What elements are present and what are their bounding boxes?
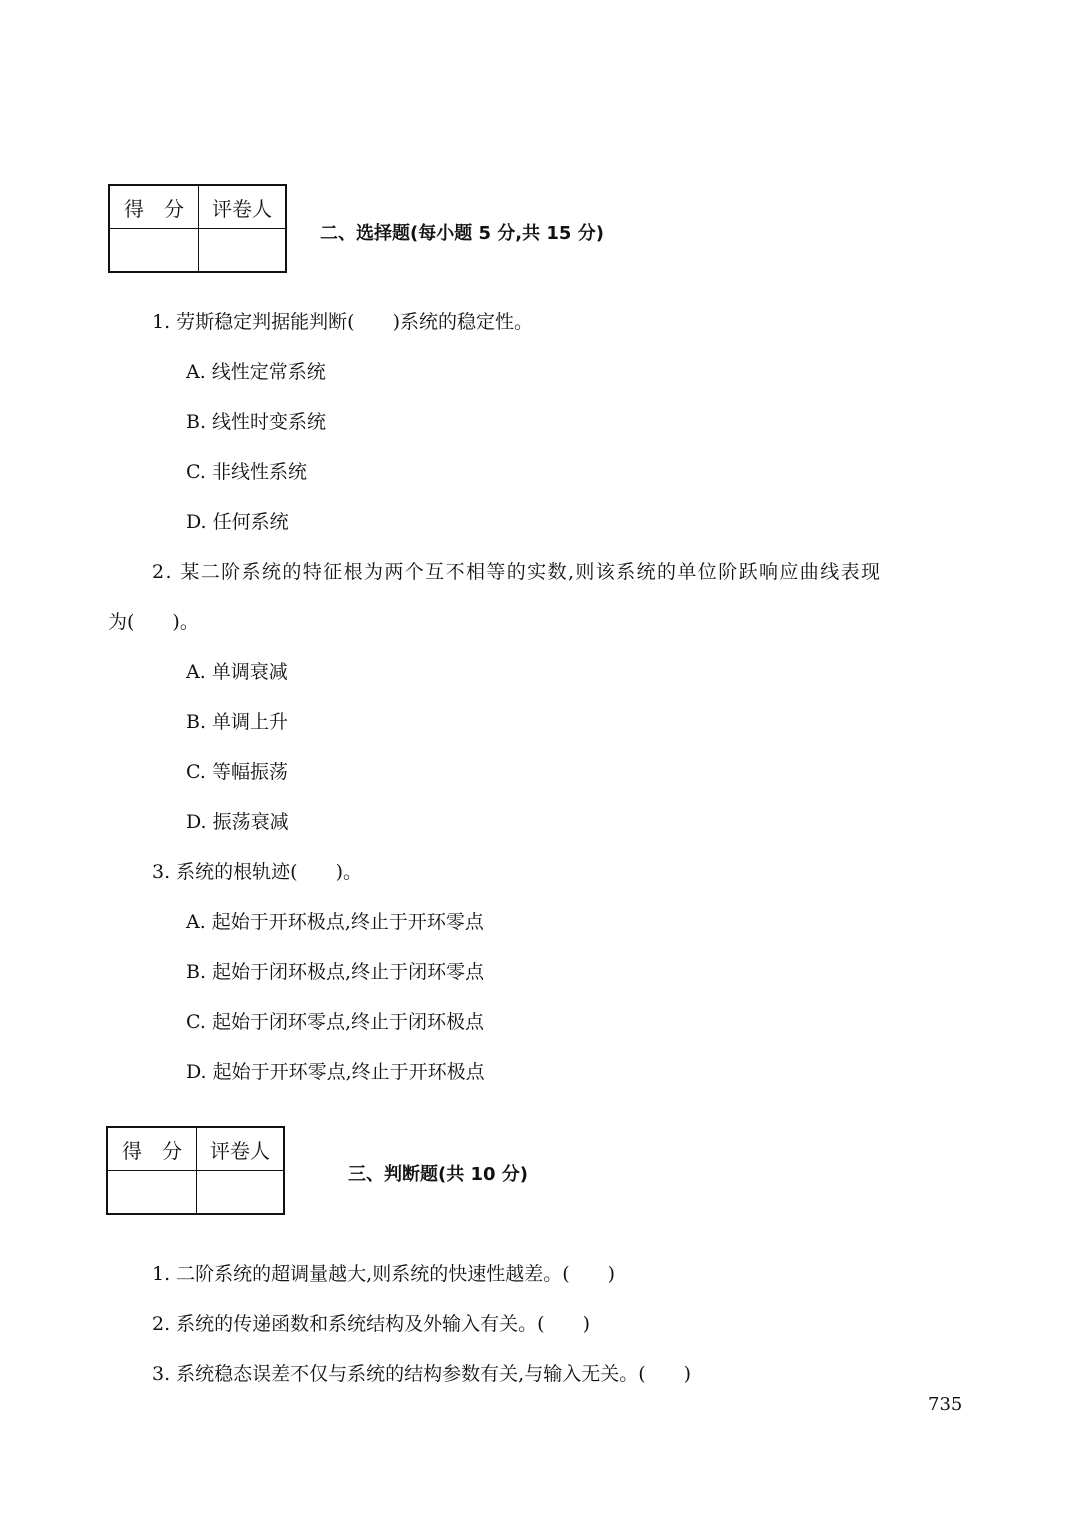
score-cell[interactable]: [107, 1171, 197, 1215]
grader-cell[interactable]: [197, 1171, 285, 1215]
q2-2-stem: 2. 某二阶系统的特征根为两个互不相等的实数,则该系统的单位阶跃响应曲线表现: [152, 561, 882, 583]
q2-3-option-b: B. 起始于闭环极点,终止于闭环零点: [186, 961, 485, 983]
q3-2: 2. 系统的传递函数和系统结构及外输入有关。( ): [152, 1313, 590, 1335]
q2-3-stem: 3. 系统的根轨迹( )。: [152, 861, 362, 883]
q3-1: 1. 二阶系统的超调量越大,则系统的快速性越差。( ): [152, 1263, 616, 1285]
q2-1-option-d: D. 任何系统: [186, 511, 289, 533]
grader-cell[interactable]: [199, 229, 287, 273]
section3-title: 三、判断题(共 10 分): [348, 1164, 529, 1185]
q2-2-stem-cont: 为( )。: [108, 611, 199, 633]
q2-1-option-a: A. 线性定常系统: [186, 361, 326, 383]
q2-1-option-b: B. 线性时变系统: [186, 411, 327, 433]
q2-2-option-a: A. 单调衰减: [186, 661, 288, 683]
q2-1-option-c: C. 非线性系统: [186, 461, 307, 483]
section2-title: 二、选择题(每小题 5 分,共 15 分): [320, 223, 604, 244]
q2-3-option-a: A. 起始于开环极点,终止于开环零点: [186, 911, 484, 933]
grader-label: 评卷人: [197, 1127, 285, 1171]
grader-label: 评卷人: [199, 185, 287, 229]
score-label: 得 分: [107, 1127, 197, 1171]
q2-2-option-c: C. 等幅振荡: [186, 761, 288, 783]
score-cell[interactable]: [109, 229, 199, 273]
q2-3-option-c: C. 起始于闭环零点,终止于闭环极点: [186, 1011, 484, 1033]
score-box-section3: [106, 1126, 285, 1215]
q2-3-option-d: D. 起始于开环零点,终止于开环极点: [186, 1061, 485, 1083]
score-label: 得 分: [109, 185, 199, 229]
page-number: 735: [928, 1394, 963, 1415]
q3-3: 3. 系统稳态误差不仅与系统的结构参数有关,与输入无关。( ): [152, 1363, 692, 1385]
q2-2-option-d: D. 振荡衰减: [186, 811, 289, 833]
q2-2-option-b: B. 单调上升: [186, 711, 289, 733]
score-box-section2: [108, 184, 287, 273]
q2-1-stem: 1. 劳斯稳定判据能判断( )系统的稳定性。: [152, 311, 533, 333]
